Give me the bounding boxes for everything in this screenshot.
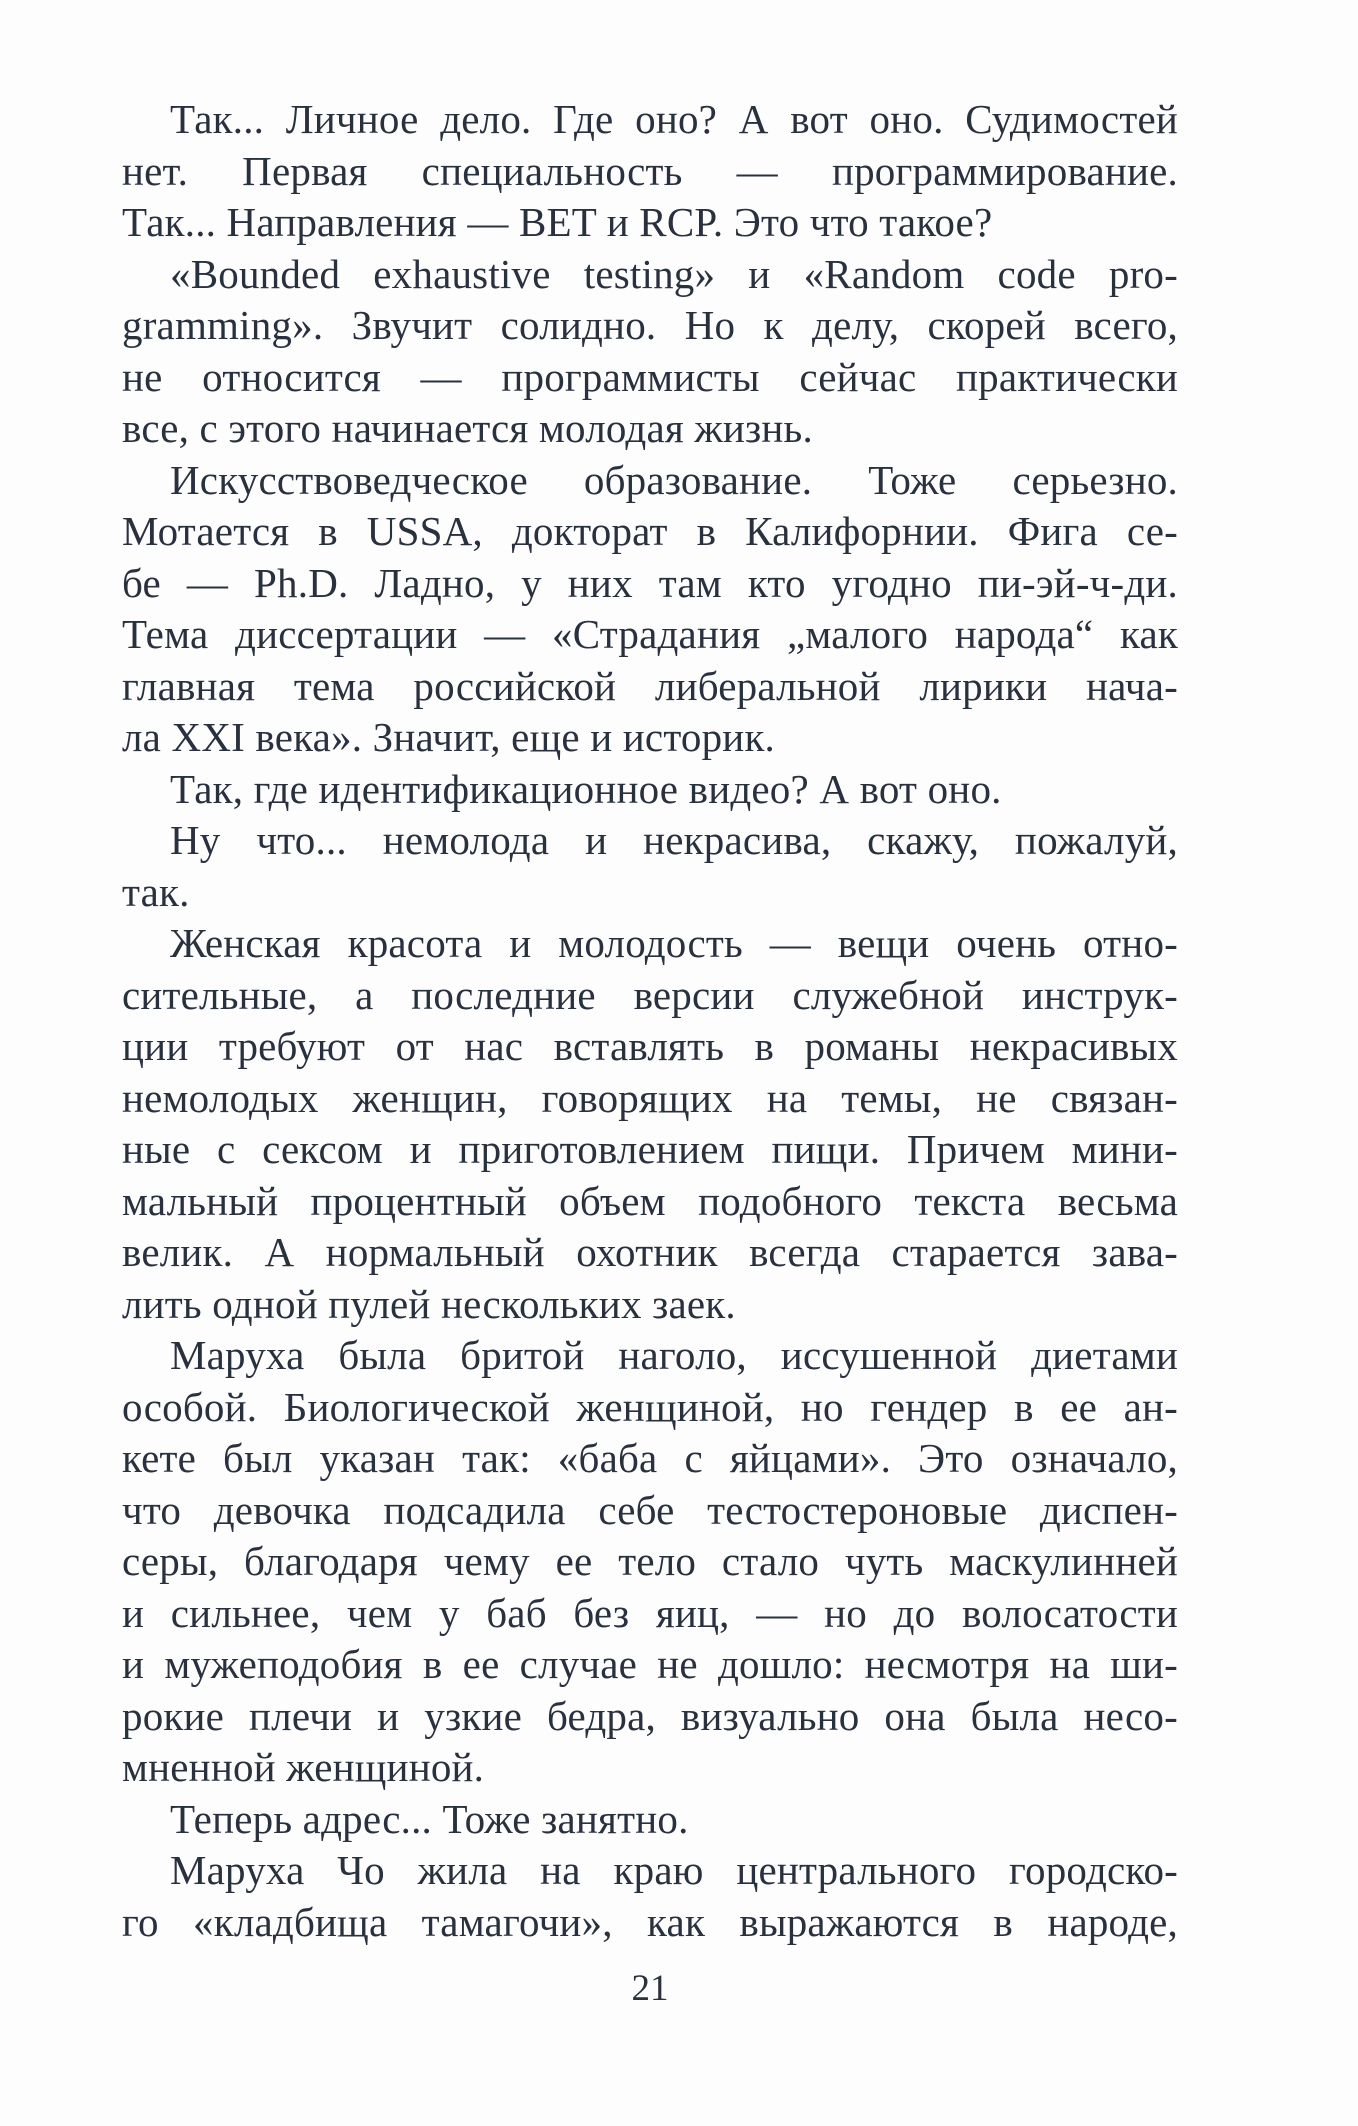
text-line: gramming». Звучит солидно. Но к делу, скорей всего, bbox=[122, 302, 1178, 348]
text-line: велик. А нормальный охотник всегда старается зава- bbox=[122, 1229, 1178, 1275]
text-line: ные с сексом и приготовлением пищи. Причем мини- bbox=[122, 1126, 1178, 1172]
text-line: немолодых женщин, говорящих на темы, не связан- bbox=[122, 1074, 1178, 1121]
text-line: не относится — программисты сейчас практически bbox=[122, 353, 1178, 400]
text-line: мальный процентный объем подобного текста весьма bbox=[122, 1177, 1178, 1224]
text-line: ла XXI века». Значит, еще и историк. bbox=[122, 714, 776, 760]
text-line: «Bounded exhaustive testing» и «Random code pro- bbox=[170, 250, 1178, 297]
text-line: Женская красота и молодость — вещи очень отно- bbox=[170, 920, 1178, 966]
text-line: мненной женщиной. bbox=[122, 1744, 485, 1790]
text-line: что девочка подсадила себе тестостероновые диспен- bbox=[122, 1486, 1178, 1533]
text-line: серы, благодаря чему ее тело стало чуть маскулинней bbox=[122, 1538, 1178, 1584]
text-line: Маруха Чо жила на краю центрального городско- bbox=[170, 1847, 1178, 1893]
text-line: ции требуют от нас вставлять в романы некрасивых bbox=[122, 1023, 1178, 1069]
text-line: главная тема российской либеральной лирики нача- bbox=[122, 662, 1178, 709]
text-line: нет. Первая специальность — программирование. bbox=[122, 147, 1178, 194]
text-line: Искусствоведческое образование. Тоже серьезно. bbox=[170, 456, 1178, 503]
text-line: бе — Ph.D. Ладно, у них там кто угодно пи-эй-ч-ди. bbox=[122, 559, 1178, 606]
text-line: лить одной пулей нескольких заек. bbox=[122, 1280, 736, 1327]
text-line: рокие плечи и узкие бедра, визуально она была несо- bbox=[122, 1692, 1178, 1739]
text-line: и сильнее, чем у баб без яиц, — но до волосатости bbox=[122, 1589, 1178, 1636]
text-line: сительные, а последние версии служебной инструк- bbox=[122, 971, 1178, 1018]
text-line: и мужеподобия в ее случае не дошло: несмотря на ши- bbox=[122, 1641, 1178, 1687]
text-line: го «кладбища тамагочи», как выражаются в народе, bbox=[122, 1898, 1178, 1945]
text-line: Так... Личное дело. Где оно? А вот оно. Судимостей bbox=[170, 96, 1178, 142]
text-line: Мотается в USSA, докторат в Калифорнии. Фига се- bbox=[122, 508, 1178, 554]
text-line: особой. Биологической женщиной, но гендер в ее ан- bbox=[122, 1383, 1178, 1430]
page-text-block bbox=[122, 94, 1178, 1948]
text-line: Так, где идентификационное видео? А вот оно. bbox=[170, 765, 1002, 812]
text-line: Ну что... немолода и некрасива, скажу, пожалуй, bbox=[170, 817, 1178, 863]
text-line: Маруха была бритой наголо, иссушенной диетами bbox=[170, 1332, 1178, 1378]
text-line: Теперь адрес... Тоже занятно. bbox=[170, 1795, 689, 1842]
text-line: все, с этого начинается молодая жизнь. bbox=[122, 405, 813, 451]
page-number: 21 bbox=[631, 1968, 669, 2009]
text-line: так. bbox=[122, 868, 190, 915]
text-line: Тема диссертации — «Страдания „малого народа“ как bbox=[122, 611, 1178, 657]
text-line: кете был указан так: «баба с яйцами». Это означало, bbox=[122, 1435, 1178, 1481]
text-line: Так... Направления — BET и RCP. Это что такое? bbox=[122, 199, 993, 245]
